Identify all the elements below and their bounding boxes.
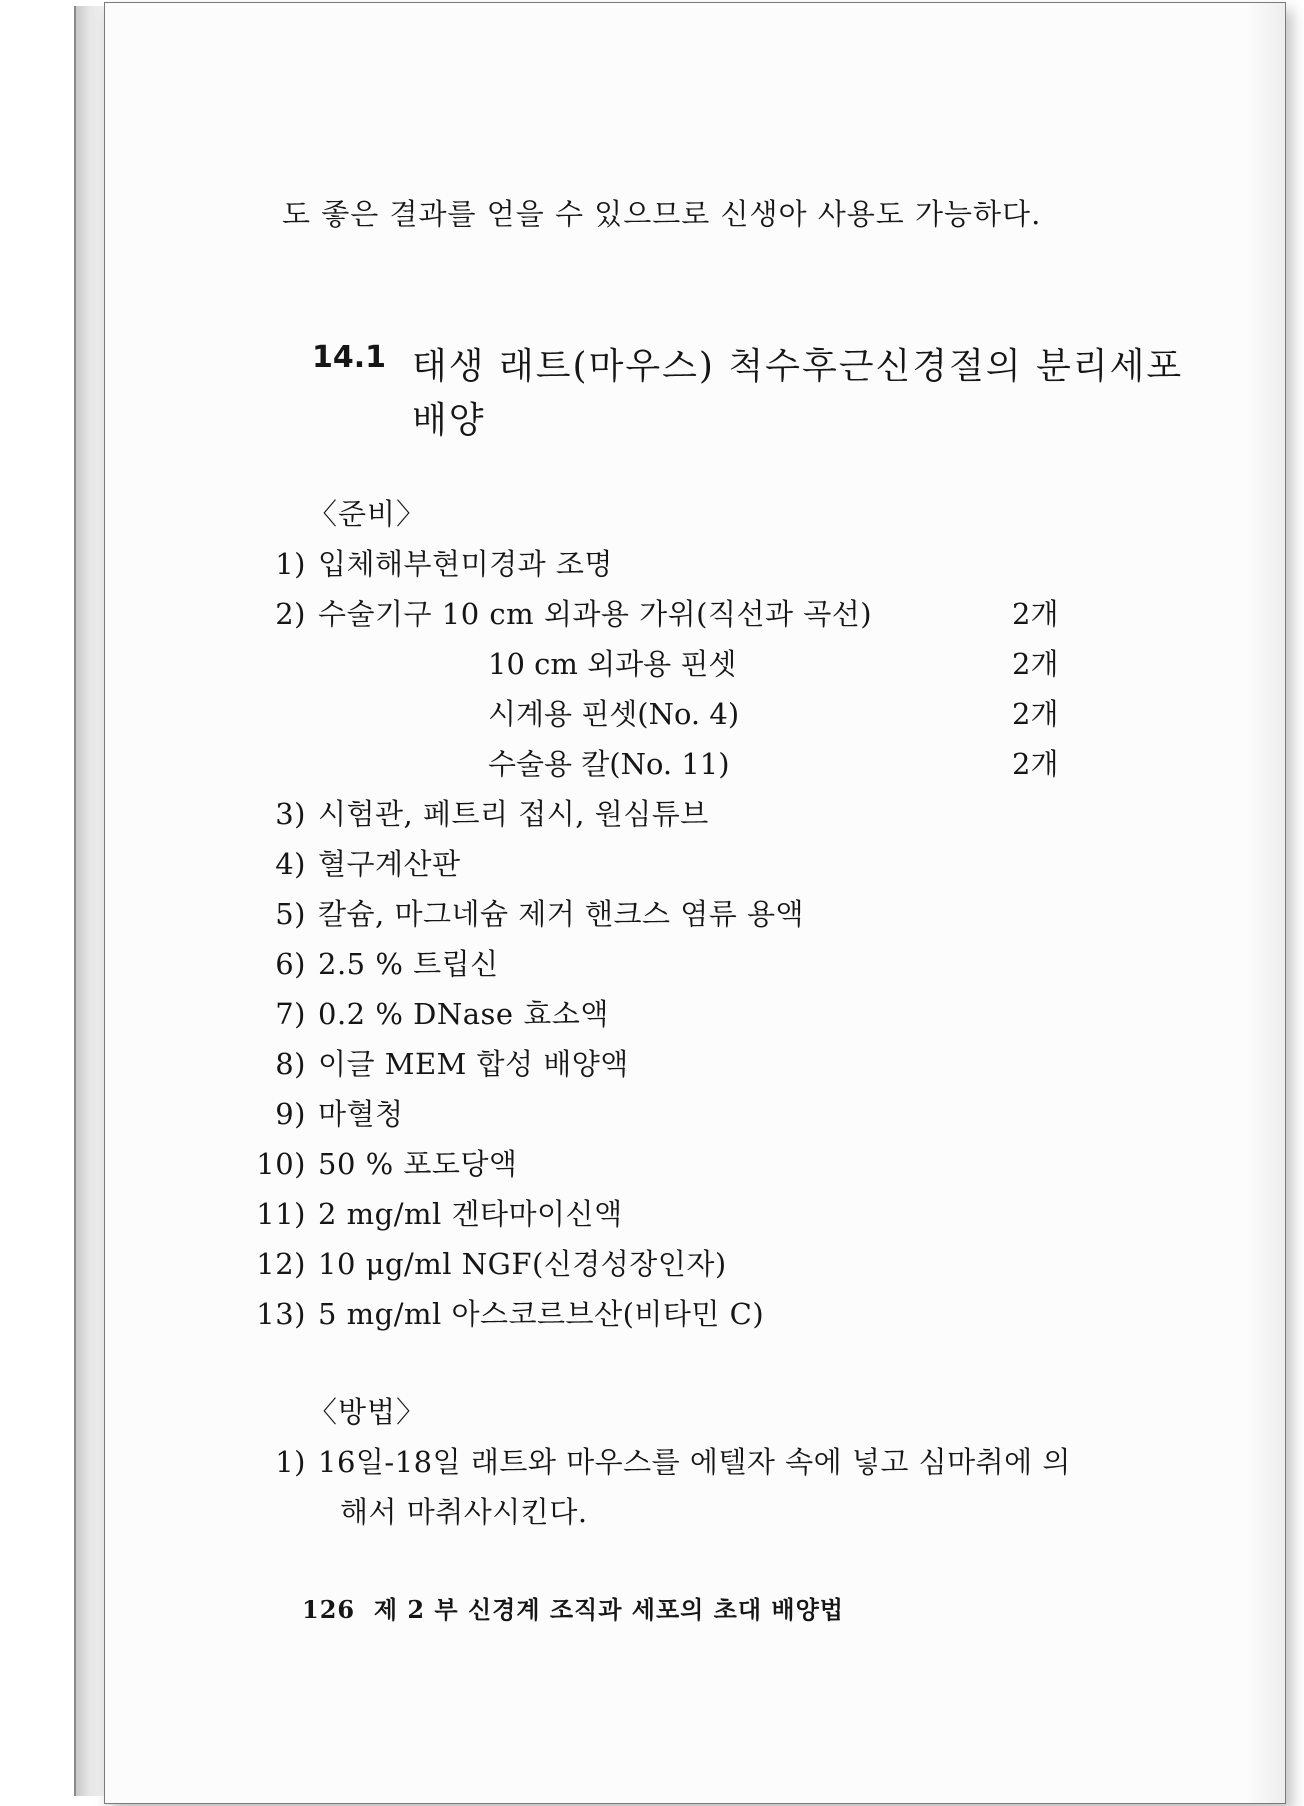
- item-text: 혈구계산판: [318, 847, 461, 881]
- list-item: [246, 1192, 623, 1233]
- item-quantity: 2개: [1012, 697, 1059, 731]
- item-number: 8): [275, 1047, 306, 1081]
- step-text-line1: 16일-18일 래트와 마우스를 에텔자 속에 넣고 심마취에 의: [318, 1445, 1071, 1479]
- item-text: 수술기구 10 cm 외과용 가위(직선과 곡선): [318, 597, 873, 631]
- item-text: 칼슘, 마그네슘 제거 핸크스 염류 용액: [318, 897, 805, 931]
- sub-item-text: 수술용 칼(No. 11): [488, 747, 730, 781]
- list-item: [246, 792, 709, 833]
- list-item: [246, 1292, 764, 1333]
- method-step: [246, 1440, 1071, 1481]
- item-number: 9): [275, 1097, 306, 1131]
- list-item: [246, 1142, 517, 1183]
- item-text: 0.2 % DNase 효소액: [318, 997, 609, 1031]
- item-number: 5): [275, 897, 306, 931]
- item-text: 시험관, 페트리 접시, 원심튜브: [318, 797, 709, 831]
- list-item: [246, 1242, 727, 1283]
- item-text: 마혈청: [318, 1097, 404, 1131]
- list-item: [246, 992, 609, 1033]
- list-item: [246, 842, 461, 883]
- running-title: 제 2 부 신경계 조직과 세포의 초대 배양법: [373, 1595, 844, 1624]
- item-quantity: 2개: [1012, 597, 1059, 631]
- sub-item-text: 10 cm 외과용 핀셋: [488, 647, 737, 681]
- item-text: 10 μg/ml NGF(신경성장인자): [318, 1247, 727, 1281]
- item-number: 1): [275, 547, 306, 581]
- item-text: 2 mg/ml 겐타마이신액: [318, 1197, 623, 1231]
- sub-item-text: 시계용 핀셋(No. 4): [488, 697, 740, 731]
- list-item: [246, 592, 872, 633]
- list-item: [246, 892, 804, 933]
- section-number: 14.1: [312, 340, 387, 375]
- item-number: 13): [256, 1297, 306, 1331]
- intro-line: 도 좋은 결과를 얻을 수 있으므로 신생아 사용도 가능하다.: [282, 197, 1042, 231]
- item-text: 50 % 포도당액: [318, 1147, 518, 1181]
- book-spine: [74, 6, 106, 1796]
- footer: [302, 1590, 844, 1625]
- item-text: 입체해부현미경과 조명: [318, 547, 613, 581]
- item-quantity: 2개: [1012, 747, 1059, 781]
- item-number: 7): [275, 997, 306, 1031]
- step-number: 1): [275, 1445, 306, 1479]
- section-title-line1: 태생 래트(마우스) 척수후근신경절의 분리세포: [412, 346, 1184, 387]
- item-number: 2): [275, 597, 306, 631]
- item-text: 5 mg/ml 아스코르브산(비타민 C): [318, 1297, 765, 1331]
- section-title-line2: 배양: [412, 400, 486, 441]
- page-shading: [1245, 3, 1285, 1803]
- list-item: [246, 542, 613, 583]
- step-text-line2: 해서 마취사시킨다.: [340, 1495, 588, 1529]
- item-text: 2.5 % 트립신: [318, 947, 499, 981]
- item-number: 10): [256, 1147, 306, 1181]
- prep-heading: 〈준비〉: [308, 497, 427, 531]
- item-text: 이글 MEM 합성 배양액: [318, 1047, 629, 1081]
- item-number: 6): [275, 947, 306, 981]
- list-item: [246, 942, 499, 983]
- method-heading: 〈방법〉: [308, 1395, 427, 1429]
- item-number: 11): [256, 1197, 306, 1231]
- page-number: 126: [302, 1595, 356, 1624]
- item-quantity: 2개: [1012, 647, 1059, 681]
- item-number: 4): [275, 847, 306, 881]
- list-item: [246, 1092, 404, 1133]
- list-item: [246, 1042, 629, 1083]
- item-number: 12): [256, 1247, 306, 1281]
- item-number: 3): [275, 797, 306, 831]
